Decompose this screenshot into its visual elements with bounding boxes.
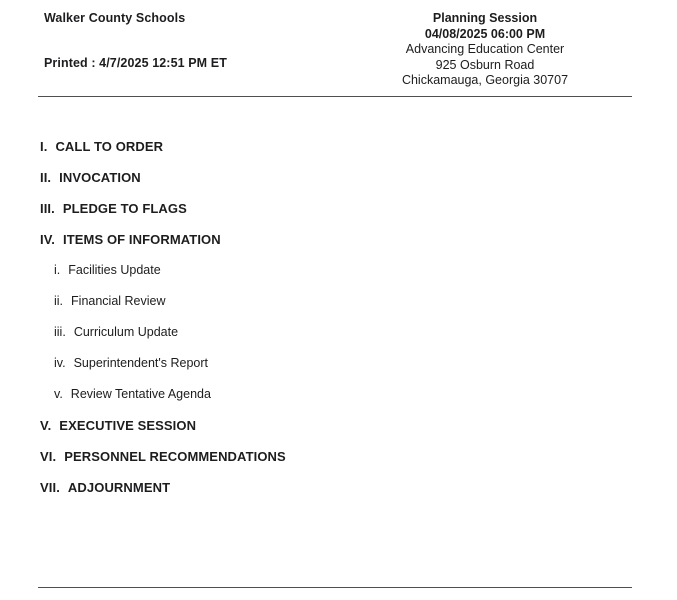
agenda-item-numeral: i. (54, 263, 61, 277)
agenda-item-numeral: VI. (40, 449, 57, 464)
meeting-address-line: 925 Osburn Road (435, 57, 535, 72)
meeting-datetime: 04/08/2025 06:00 PM (424, 26, 546, 41)
agenda-item-label: Financial Review (71, 294, 166, 308)
footer-divider-rule (38, 587, 632, 588)
agenda-item-numeral: III. (40, 201, 55, 216)
agenda-item-label: Curriculum Update (73, 325, 179, 339)
agenda-item-label: PLEDGE TO FLAGS (62, 201, 187, 216)
agenda-item-label: INVOCATION (59, 170, 141, 185)
agenda-item-numeral: I. (40, 139, 48, 154)
agenda-item-numeral: v. (54, 387, 63, 401)
agenda-item-numeral: VII. (40, 480, 60, 495)
agenda-item-label: Superintendent's Report (73, 356, 208, 370)
agenda-item-label: Review Tentative Agenda (70, 387, 211, 401)
meeting-info-block (345, 11, 625, 89)
agenda-subitem-facilities-update (54, 264, 600, 277)
meeting-location-name: Advancing Education Center (405, 42, 565, 56)
agenda-item-numeral: iv. (54, 356, 66, 370)
agenda-item-numeral: II. (40, 170, 52, 185)
agenda-item-label: EXECUTIVE SESSION (59, 418, 197, 433)
agenda-item-pledge-to-flags (40, 202, 600, 215)
agenda-list (40, 140, 600, 512)
agenda-item-executive-session (40, 419, 600, 432)
agenda-item-call-to-order (40, 140, 600, 153)
header-divider-rule (38, 96, 632, 97)
organization-name: Walker County Schools (44, 11, 186, 25)
agenda-subitem-financial-review (54, 295, 600, 308)
agenda-item-label: ITEMS OF INFORMATION (63, 232, 221, 247)
agenda-item-label: Facilities Update (68, 263, 161, 277)
agenda-subitem-curriculum-update (54, 326, 600, 339)
agenda-subitem-review-tentative-agenda (54, 388, 600, 401)
agenda-item-numeral: IV. (40, 232, 56, 247)
agenda-item-numeral: iii. (54, 325, 66, 339)
agenda-item-label: CALL TO ORDER (55, 139, 164, 154)
meeting-title: Planning Session (432, 11, 538, 25)
agenda-item-label: PERSONNEL RECOMMENDATIONS (64, 449, 286, 464)
agenda-subitem-superintendents-report (54, 357, 600, 370)
meeting-city-state-zip: Chickamauga, Georgia 30707 (401, 73, 569, 87)
agenda-item-items-of-information (40, 233, 600, 246)
agenda-item-invocation (40, 171, 600, 184)
agenda-item-label: ADJOURNMENT (67, 480, 171, 495)
agenda-item-adjournment (40, 481, 600, 494)
agenda-item-numeral: V. (40, 418, 52, 433)
agenda-item-personnel-recommendations (40, 450, 600, 463)
printed-timestamp: Printed : 4/7/2025 12:51 PM ET (44, 56, 227, 70)
agenda-item-numeral: ii. (54, 294, 64, 308)
